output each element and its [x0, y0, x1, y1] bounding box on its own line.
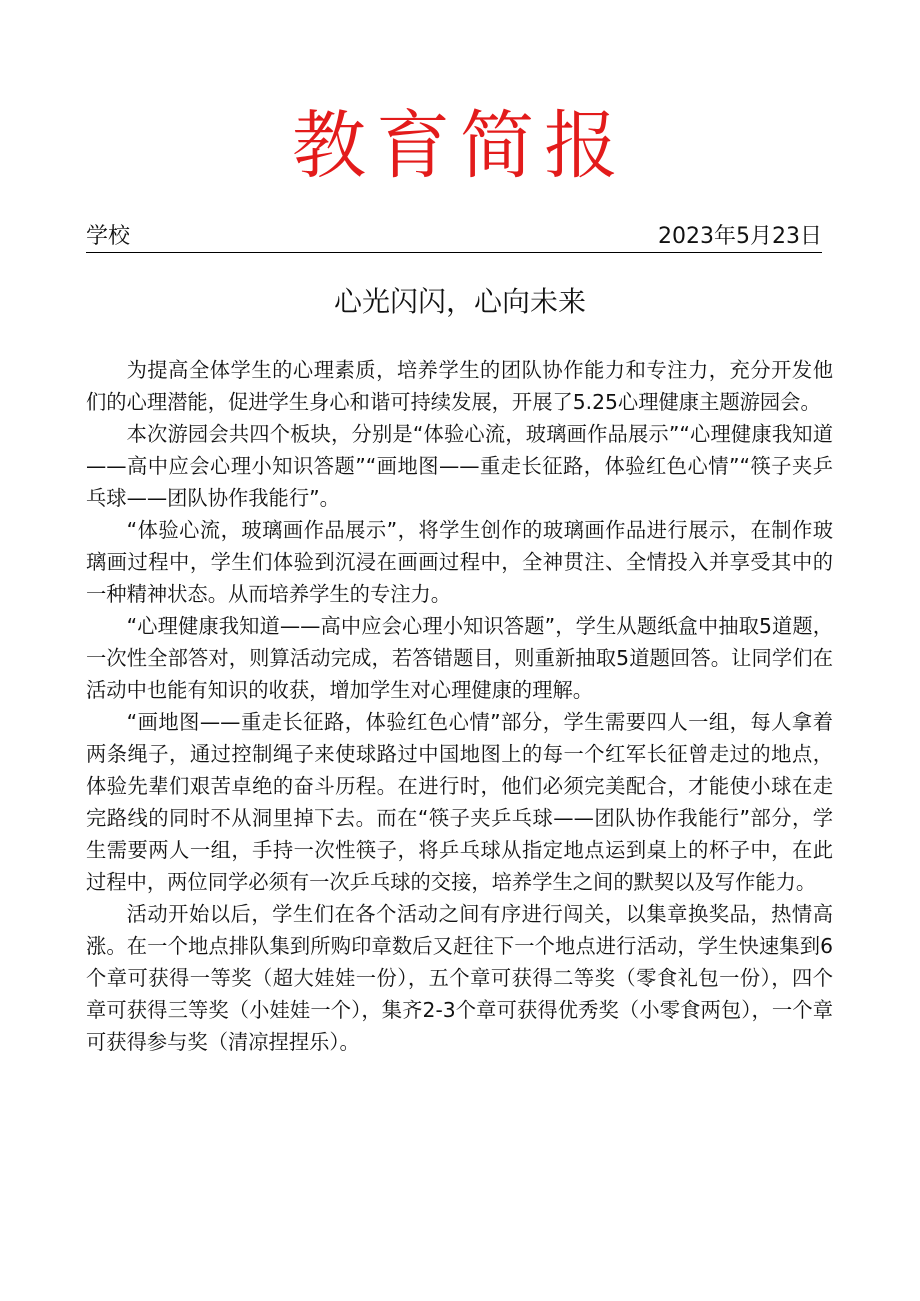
article-body: [86, 354, 833, 1058]
paragraph: 为提高全体学生的心理素质，培养学生的团队协作能力和专注力，充分开发他们的心理潜能，促进学生身心和谐可持续发展，开展了5.25心理健康主题游园会。: [86, 358, 833, 414]
newsletter-masthead: 教育简报: [292, 103, 628, 189]
paragraph: “画地图——重走长征路，体验红色心情”部分，学生需要四人一组，每人拿着两条绳子，通过控制绳子来使球路过中国地图上的每一个红军长征曾走过的地点，体验先辈们艰苦卓绝的奋斗历程。在进行时，他们必须完美配合，才能使小球在走完路线的同时不从洞里掉下去。而在“筷子夹乒乓球——团队协作我能行”部分，学生需要两人一组，手持一次性筷子，将乒乓球从指定地点运到桌上的杯子中，在此过程中，两位同学必须有一次乒乓球的交接，培养学生之间的默契以及写作能力。: [86, 710, 833, 894]
paragraph: “体验心流，玻璃画作品展示”，将学生创作的玻璃画作品进行展示，在制作玻璃画过程中，学生们体验到沉浸在画画过程中，全神贯注、全情投入并享受其中的一种精神状态。从而培养学生的专注力。: [86, 518, 833, 606]
article-title: 心光闪闪，心向未来: [333, 285, 586, 318]
issue-date: 2023年5月23日: [658, 224, 822, 249]
paragraph: “心理健康我知道——高中应会心理小知识答题”，学生从题纸盒中抽取5道题，一次性全部答对，则算活动完成，若答错题目，则重新抽取5道题回答。让同学们在活动中也能有知识的收获，增加学生对心理健康的理解。: [86, 614, 833, 702]
info-bar: [86, 222, 822, 253]
school-label: 学校: [86, 224, 131, 249]
paragraph: 本次游园会共四个板块，分别是“体验心流，玻璃画作品展示”“心理健康我知道——高中应会心理小知识答题”“画地图——重走长征路，体验红色心情”“筷子夹乒乓球——团队协作我能行”。: [86, 422, 833, 510]
paragraph: 活动开始以后，学生们在各个活动之间有序进行闯关，以集章换奖品，热情高涨。在一个地点排队集到所购印章数后又赶往下一个地点进行活动，学生快速集到6个章可获得一等奖（超大娃娃一份），五个章可获得二等奖（零食礼包一份），四个章可获得三等奖（小娃娃一个），集齐2-3个章可获得优秀奖（小零食两包），一个章可获得参与奖（清凉捏捏乐）。: [86, 902, 833, 1054]
